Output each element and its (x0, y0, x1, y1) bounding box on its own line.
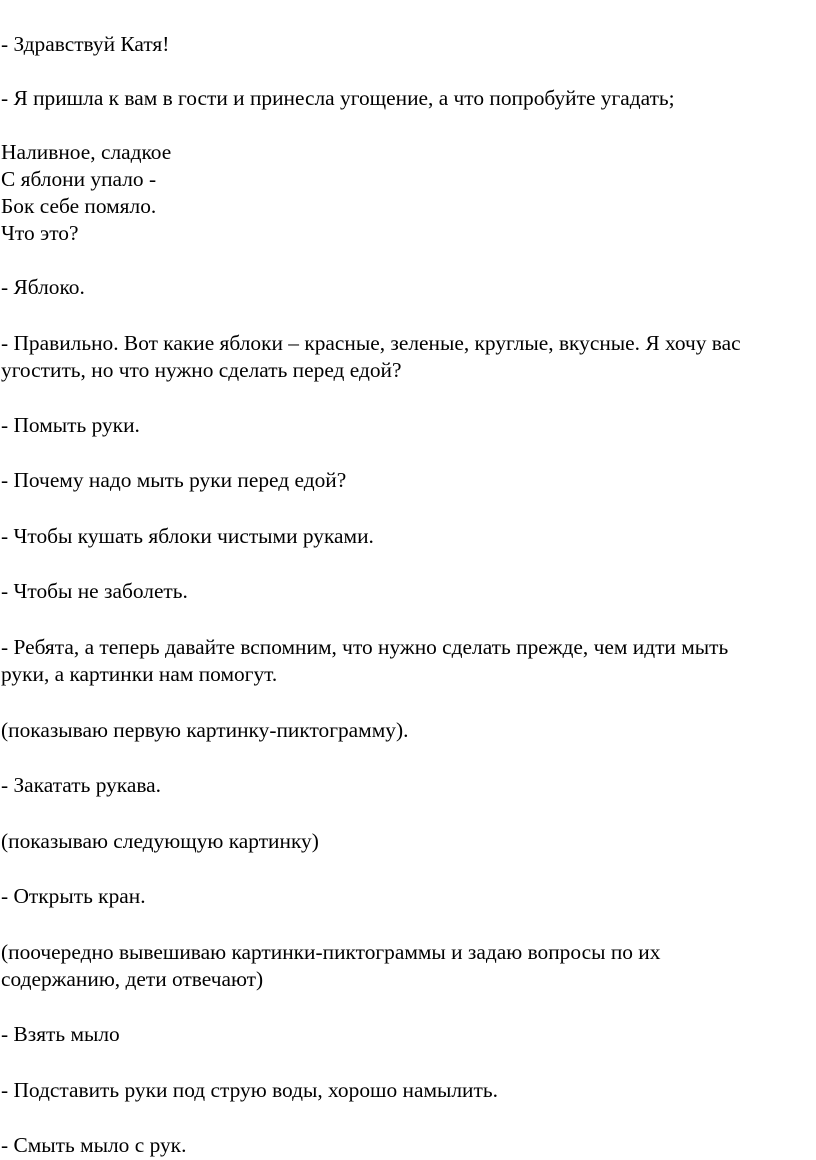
text-line: - Взять мыло (1, 1022, 120, 1046)
text-line: (показываю первую картинку-пиктограмму). (1, 718, 409, 742)
text-line: - Я пришла к вам в гости и принесла угощение, а что попробуйте угадать; (1, 86, 675, 110)
text-line: С яблони упало - (1, 167, 157, 191)
text-line: - Помыть руки. (1, 413, 140, 437)
text-line: содержанию, дети отвечают) (1, 967, 264, 991)
text-line: - Яблоко. (1, 275, 85, 299)
text-line: Наливное, сладкое (1, 140, 172, 164)
text-line: (поочередно вывешиваю картинки-пиктограммы и задаю вопросы по их (1, 940, 661, 964)
text-line: - Смыть мыло с рук. (1, 1133, 187, 1157)
text-line: - Правильно. Вот какие яблоки – красные, зеленые, круглые, вкусные. Я хочу вас (1, 331, 741, 355)
text-line: угостить, но что нужно сделать перед едой? (1, 358, 402, 382)
text-line: - Открыть кран. (1, 884, 146, 908)
text-line: - Закатать рукава. (1, 773, 162, 797)
text-line: руки, а картинки нам помогут. (1, 662, 278, 686)
text-line: - Подставить руки под струю воды, хорошо намылить. (1, 1078, 498, 1102)
text-line: Что это? (1, 221, 79, 245)
text-line: - Чтобы не заболеть. (1, 579, 188, 603)
text-line: - Почему надо мыть руки перед едой? (1, 468, 347, 492)
text-line: Бок себе помяло. (1, 194, 157, 218)
text-line: - Здравствуй Катя! (1, 32, 170, 56)
text-line: - Ребята, а теперь давайте вспомним, что нужно сделать прежде, чем идти мыть (1, 635, 729, 659)
text-line: (показываю следующую картинку) (1, 829, 319, 853)
text-line: - Чтобы кушать яблоки чистыми руками. (1, 524, 374, 548)
